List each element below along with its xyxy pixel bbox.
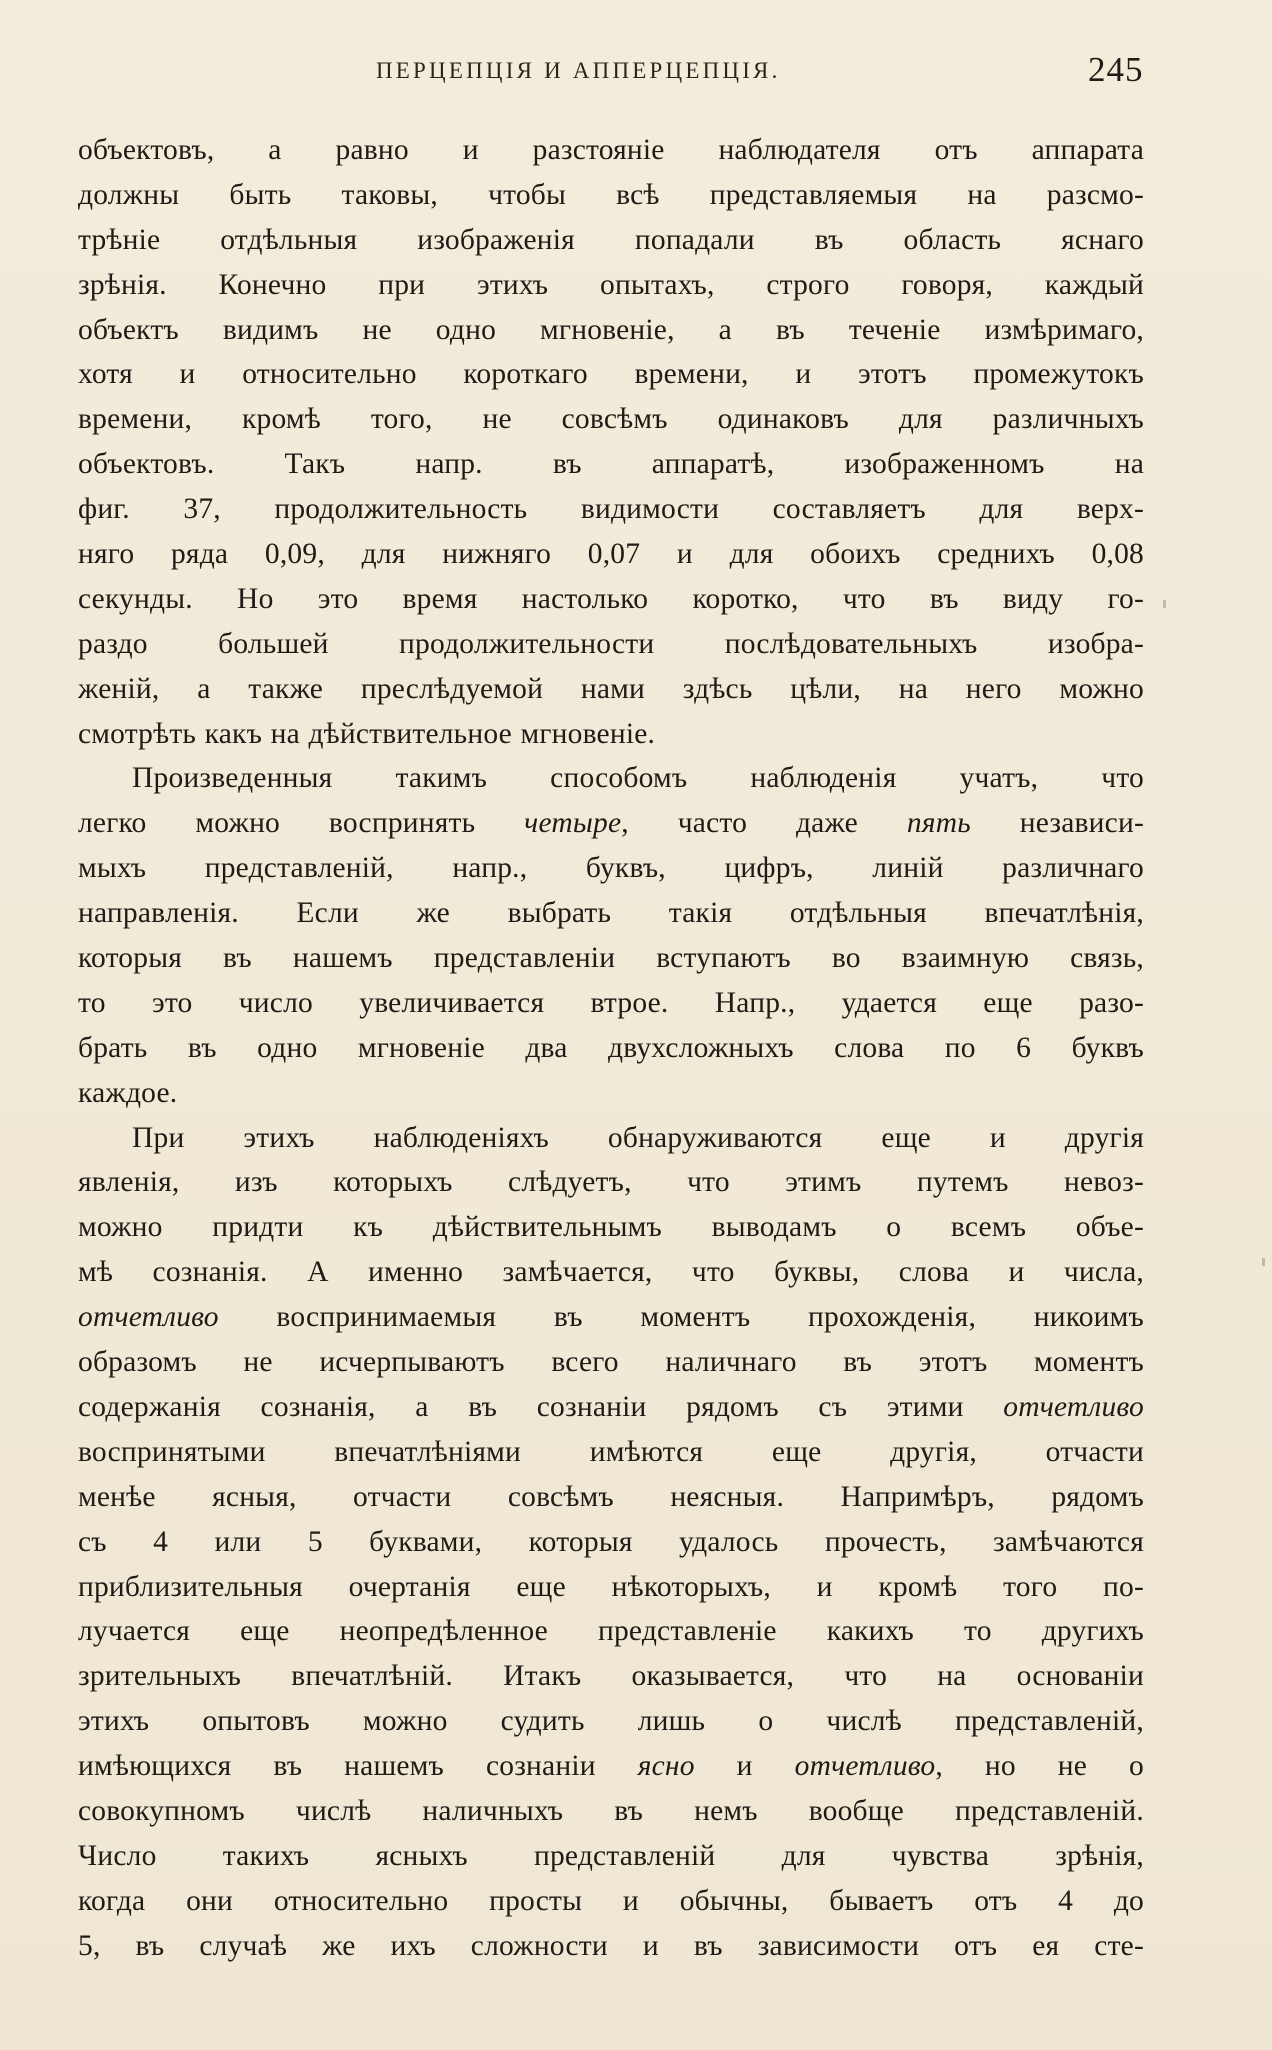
text-line: объектъ видимъ не одно мгновеніе, а въ теченіе измѣримаго, bbox=[78, 313, 1144, 346]
emphasis-text: отчетливо bbox=[78, 1301, 219, 1334]
text-line: женій, а также преслѣдуемой нами здѣсь цѣли, на него можно bbox=[78, 672, 1144, 705]
text-line: когда они относительно просты и обычны, бываетъ отъ 4 до bbox=[78, 1884, 1144, 1917]
text-line: воспринятыми впечатлѣніями имѣются еще другія, отчасти bbox=[78, 1435, 1144, 1468]
emphasis-text: пять bbox=[906, 807, 971, 840]
text-line: мѣ сознанія. А именно замѣчается, что буквы, слова и числа, bbox=[78, 1256, 1144, 1289]
text-line: отчетливо воспринимаемыя въ моментъ прохожденія, никоимъ bbox=[78, 1301, 1144, 1334]
text-line: объектовъ, а равно и разстояніе наблюдателя отъ аппарата bbox=[78, 134, 1144, 166]
text-line: 5, въ случаѣ же ихъ сложности и въ зависимости отъ ея сте- bbox=[78, 1929, 1144, 1962]
text-line: имѣющихся въ нашемъ сознаніи ясно и отчетливо, но не о bbox=[78, 1750, 1144, 1783]
text-line: съ 4 или 5 буквами, которыя удалось прочесть, замѣчаются bbox=[78, 1525, 1144, 1558]
text-line: няго ряда 0,09, для нижняго 0,07 и для обоихъ среднихъ 0,08 bbox=[78, 538, 1144, 571]
text-line: явленія, изъ которыхъ слѣдуетъ, что этимъ путемъ невоз- bbox=[78, 1166, 1144, 1199]
text-line: каждое. bbox=[78, 1076, 178, 1109]
text-line: лучается еще неопредѣленное представленіе какихъ то другихъ bbox=[78, 1615, 1144, 1648]
text-line: Число такихъ ясныхъ представленій для чувства зрѣнія, bbox=[78, 1839, 1144, 1872]
text-line: Произведенныя такимъ способомъ наблюденія учатъ, что bbox=[132, 762, 1144, 795]
text-line: совокупномъ числѣ наличныхъ въ немъ вообще представленій. bbox=[78, 1794, 1144, 1827]
print-speck bbox=[1163, 600, 1166, 608]
page-number: 245 bbox=[1088, 50, 1144, 89]
text-line: мыхъ представленій, напр., буквъ, цифръ, линій различнаго bbox=[78, 852, 1144, 885]
text-line: трѣніе отдѣльныя изображенія попадали въ область яснаго bbox=[78, 223, 1144, 256]
text-line: фиг. 37, продолжительность видимости составляетъ для верх- bbox=[78, 493, 1144, 526]
text-line: При этихъ наблюденіяхъ обнаруживаются еще и другія bbox=[132, 1121, 1144, 1154]
emphasis-text: отчетливо bbox=[794, 1750, 936, 1783]
text-line: раздо большей продолжительности послѣдовательныхъ изобра- bbox=[78, 627, 1144, 660]
text-line: брать въ одно мгновеніе два двухсложныхъ слова по 6 буквъ bbox=[78, 1031, 1144, 1064]
emphasis-text: отчетливо bbox=[1003, 1390, 1144, 1423]
text-line: приблизительныя очертанія еще нѣкоторыхъ, и кромѣ того по- bbox=[78, 1570, 1144, 1603]
running-title: ПЕРЦЕПЦІЯ И АППЕРЦЕПЦІЯ. bbox=[376, 58, 781, 83]
text-line: содержанія сознанія, а въ сознаніи рядомъ съ этими отчетливо bbox=[78, 1390, 1144, 1423]
paragraph-1 bbox=[78, 128, 1144, 756]
emphasis-text: ясно bbox=[637, 1750, 695, 1783]
text-line: хотя и относительно короткаго времени, и этотъ промежутокъ bbox=[78, 358, 1144, 391]
text-line: объектовъ. Такъ напр. въ аппаратѣ, изображенномъ на bbox=[78, 448, 1144, 481]
text-line: зрительныхъ впечатлѣній. Итакъ оказывается, что на основаніи bbox=[78, 1660, 1144, 1693]
text-line: образомъ не исчерпываютъ всего наличнаго въ этотъ моментъ bbox=[78, 1346, 1144, 1379]
text-line: зрѣнія. Конечно при этихъ опытахъ, строго говоря, каждый bbox=[78, 268, 1144, 301]
text-line: менѣе ясныя, отчасти совсѣмъ неясныя. Напримѣръ, рядомъ bbox=[78, 1480, 1144, 1513]
text-line: направленія. Если же выбрать такія отдѣльныя впечатлѣнія, bbox=[78, 897, 1144, 930]
text-line: смотрѣть какъ на дѣйствительное мгновеніе. bbox=[78, 717, 656, 750]
text-line: легко можно воспринять четыре, часто даже пять независи- bbox=[78, 807, 1144, 840]
text-line: этихъ опытовъ можно судить лишь о числѣ представленій, bbox=[78, 1705, 1144, 1738]
emphasis-text: четыре bbox=[524, 807, 622, 840]
text-line: должны быть таковы, чтобы всѣ представляемыя на разсмо- bbox=[78, 178, 1144, 211]
text-line: можно придти къ дѣйствительнымъ выводамъ о всемъ объе- bbox=[78, 1211, 1144, 1244]
running-head bbox=[0, 50, 1272, 90]
text-line: то это число увеличивается втрое. Напр., удается еще разо- bbox=[78, 986, 1144, 1019]
text-line: которыя въ нашемъ представленіи вступаютъ во взаимную связь, bbox=[78, 942, 1144, 975]
text-line: времени, кромѣ того, не совсѣмъ одинаковъ для различныхъ bbox=[78, 403, 1144, 436]
body-text bbox=[78, 128, 1144, 1969]
paragraph-2 bbox=[78, 756, 1144, 1115]
text-line: секунды. Но это время настолько коротко, что въ виду го- bbox=[78, 582, 1144, 615]
print-speck bbox=[1262, 1258, 1265, 1266]
paragraph-3 bbox=[78, 1116, 1144, 1969]
